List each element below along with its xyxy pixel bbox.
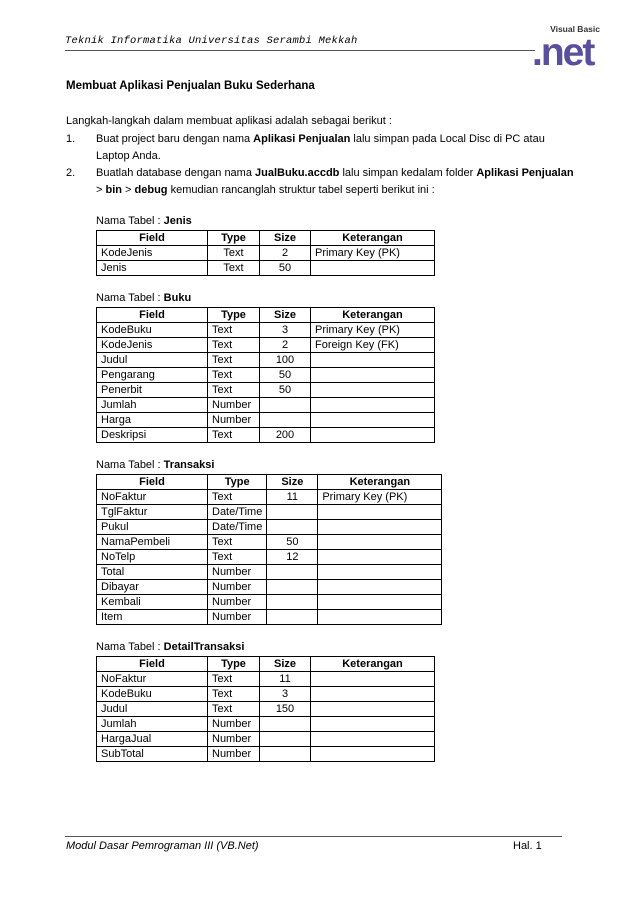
header-divider — [65, 50, 535, 51]
table-cell: Text — [208, 687, 260, 702]
table-cell — [311, 672, 435, 687]
table-row — [97, 672, 435, 687]
table-cell — [318, 505, 442, 520]
table-cell: Text — [208, 261, 260, 276]
step-number: 2. — [66, 167, 76, 179]
footer-page-number: Hal. 1 — [513, 840, 542, 852]
table-cell — [311, 732, 435, 747]
table-row — [97, 550, 442, 565]
table-caption-prefix: Nama Tabel : — [96, 641, 164, 653]
table-cell — [311, 353, 435, 368]
table-cell: Jumlah — [97, 717, 208, 732]
document-body — [66, 78, 576, 762]
table-cell: 12 — [267, 550, 318, 565]
table-cell: Number — [208, 595, 267, 610]
footer-divider — [65, 836, 562, 837]
table-row — [97, 580, 442, 595]
step-text: > — [96, 184, 106, 196]
table-transaksi — [96, 474, 442, 625]
table-cell: 3 — [260, 323, 311, 338]
column-header: Type — [208, 308, 260, 323]
table-cell: Primary Key (PK) — [311, 246, 435, 261]
table-cell — [311, 702, 435, 717]
table-cell: Number — [208, 747, 260, 762]
logo-net-text: .net — [532, 31, 594, 74]
footer-module-title: Modul Dasar Pemrograman III (VB.Net) — [66, 840, 259, 852]
step-bold-text: debug — [134, 184, 168, 196]
table-caption — [96, 639, 576, 656]
table-cell: Harga — [97, 413, 208, 428]
table-row — [97, 732, 435, 747]
column-header: Keterangan — [311, 657, 435, 672]
table-cell — [267, 580, 318, 595]
table-cell: TglFaktur — [97, 505, 208, 520]
table-cell: NamaPembeli — [97, 535, 208, 550]
table-cell: Number — [208, 565, 267, 580]
table-cell: 3 — [260, 687, 311, 702]
table-row — [97, 338, 435, 353]
step-text: lalu simpan kedalam folder — [339, 167, 477, 179]
table-name: Transaksi — [163, 459, 215, 471]
column-header: Field — [97, 475, 208, 490]
column-header: Size — [260, 308, 311, 323]
table-cell — [260, 732, 311, 747]
table-cell: Date/Time — [208, 520, 267, 535]
table-cell: Text — [208, 246, 260, 261]
table-cell — [311, 413, 435, 428]
table-cell: Foreign Key (FK) — [311, 338, 435, 353]
vb-net-logo — [532, 24, 602, 76]
table-cell: Number — [208, 717, 260, 732]
table-name: Buku — [163, 292, 192, 304]
table-cell — [318, 580, 442, 595]
table-header-row — [97, 657, 435, 672]
table-cell: 2 — [260, 338, 311, 353]
table-row — [97, 398, 435, 413]
steps-list — [66, 131, 576, 199]
table-cell: SubTotal — [97, 747, 208, 762]
step-text: lalu simpan pada Local Disc di PC atau Laptop Anda. — [96, 133, 545, 162]
column-header: Keterangan — [311, 308, 435, 323]
table-cell: Date/Time — [208, 505, 267, 520]
table-row — [97, 428, 435, 443]
step-2 — [66, 165, 576, 199]
table-cell — [260, 717, 311, 732]
table-cell: KodeBuku — [97, 323, 208, 338]
tables-section — [96, 213, 576, 762]
table-cell — [267, 565, 318, 580]
table-row — [97, 687, 435, 702]
table-cell: NoFaktur — [97, 490, 208, 505]
table-row — [97, 717, 435, 732]
table-cell: Number — [208, 610, 267, 625]
table-cell: Number — [208, 580, 267, 595]
step-bold-text: Aplikasi Penjualan — [253, 133, 351, 145]
table-row — [97, 246, 435, 261]
table-cell — [267, 505, 318, 520]
table-cell — [267, 520, 318, 535]
table-cell: 50 — [260, 383, 311, 398]
table-cell: Pukul — [97, 520, 208, 535]
table-cell: Primary Key (PK) — [311, 323, 435, 338]
column-header: Type — [208, 657, 260, 672]
table-row — [97, 383, 435, 398]
table-cell: KodeJenis — [97, 246, 208, 261]
table-cell: 50 — [260, 368, 311, 383]
table-caption-prefix: Nama Tabel : — [96, 292, 164, 304]
header-text: Teknik Informatika Universitas Serambi Mekkah — [65, 35, 358, 47]
table-cell: Number — [208, 398, 260, 413]
table-cell: Penerbit — [97, 383, 208, 398]
table-row — [97, 505, 442, 520]
table-cell: KodeBuku — [97, 687, 208, 702]
table-cell: Text — [208, 428, 260, 443]
column-header: Field — [97, 657, 208, 672]
table-cell: Jenis — [97, 261, 208, 276]
table-cell: Pengarang — [97, 368, 208, 383]
table-row — [97, 368, 435, 383]
column-header: Field — [97, 231, 208, 246]
table-row — [97, 565, 442, 580]
column-header: Keterangan — [318, 475, 442, 490]
table-name: Jenis — [163, 215, 192, 227]
table-row — [97, 261, 435, 276]
table-row — [97, 535, 442, 550]
table-caption — [96, 457, 576, 474]
table-cell: Jumlah — [97, 398, 208, 413]
table-row — [97, 520, 442, 535]
table-cell: 2 — [260, 246, 311, 261]
table-cell: 11 — [267, 490, 318, 505]
table-cell: Text — [208, 490, 267, 505]
column-header: Size — [260, 657, 311, 672]
table-header-row — [97, 475, 442, 490]
table-cell: 150 — [260, 702, 311, 717]
table-cell: Text — [208, 368, 260, 383]
table-cell — [311, 368, 435, 383]
table-cell: 11 — [260, 672, 311, 687]
step-text: kemudian rancanglah struktur tabel seperti berikut ini : — [167, 184, 435, 196]
step-1 — [66, 131, 576, 165]
table-cell — [311, 398, 435, 413]
table-caption — [96, 213, 576, 230]
document-title: Membuat Aplikasi Penjualan Buku Sederhana — [66, 80, 315, 92]
table-jenis — [96, 230, 435, 276]
table-cell — [311, 428, 435, 443]
table-cell: 100 — [260, 353, 311, 368]
table-row — [97, 323, 435, 338]
step-text: Buat project baru dengan nama — [96, 133, 254, 145]
table-cell: Text — [208, 383, 260, 398]
table-name: DetailTransaksi — [163, 641, 245, 653]
table-cell — [311, 747, 435, 762]
column-header: Size — [267, 475, 318, 490]
table-detailtransaksi — [96, 656, 435, 762]
table-cell: KodeJenis — [97, 338, 208, 353]
table-header-row — [97, 308, 435, 323]
intro-paragraph: Langkah-langkah dalam membuat aplikasi adalah sebagai berikut : — [66, 115, 392, 127]
table-caption-prefix: Nama Tabel : — [96, 215, 164, 227]
step-bold-text: bin — [105, 184, 122, 196]
step-bold-text: Aplikasi Penjualan — [476, 167, 574, 179]
table-cell: HargaJual — [97, 732, 208, 747]
table-cell — [318, 535, 442, 550]
table-cell — [267, 610, 318, 625]
step-text: Buatlah database dengan nama — [96, 167, 256, 179]
table-cell: Total — [97, 565, 208, 580]
table-cell — [311, 383, 435, 398]
table-row — [97, 610, 442, 625]
table-cell: Judul — [97, 702, 208, 717]
table-cell: Text — [208, 323, 260, 338]
table-caption — [96, 290, 576, 307]
column-header: Type — [208, 475, 267, 490]
table-cell: Text — [208, 535, 267, 550]
table-row — [97, 353, 435, 368]
table-cell — [318, 520, 442, 535]
table-cell: Number — [208, 413, 260, 428]
table-cell — [311, 717, 435, 732]
table-cell — [260, 747, 311, 762]
table-cell: Text — [208, 672, 260, 687]
table-row — [97, 747, 435, 762]
table-cell: NoFaktur — [97, 672, 208, 687]
table-cell — [318, 550, 442, 565]
table-header-row — [97, 231, 435, 246]
table-row — [97, 490, 442, 505]
table-cell: 50 — [260, 261, 311, 276]
table-cell: Deskripsi — [97, 428, 208, 443]
column-header: Field — [97, 308, 208, 323]
step-bold-text: JualBuku.accdb — [255, 167, 340, 179]
logo-visual-basic-text: Visual Basic — [550, 24, 600, 34]
table-cell — [311, 687, 435, 702]
table-cell — [318, 610, 442, 625]
table-cell: Text — [208, 702, 260, 717]
table-cell: Dibayar — [97, 580, 208, 595]
column-header: Size — [260, 231, 311, 246]
table-cell: Kembali — [97, 595, 208, 610]
table-cell: Item — [97, 610, 208, 625]
table-cell — [267, 595, 318, 610]
table-cell — [318, 595, 442, 610]
table-buku — [96, 307, 435, 443]
column-header: Keterangan — [311, 231, 435, 246]
table-cell — [260, 398, 311, 413]
step-number: 1. — [66, 133, 76, 145]
column-header: Type — [208, 231, 260, 246]
tables-host — [96, 213, 576, 762]
table-cell — [260, 413, 311, 428]
step-text: > — [121, 184, 135, 196]
table-cell: Text — [208, 550, 267, 565]
table-caption-prefix: Nama Tabel : — [96, 459, 164, 471]
table-row — [97, 413, 435, 428]
table-cell: 50 — [267, 535, 318, 550]
table-cell: Text — [208, 338, 260, 353]
table-row — [97, 702, 435, 717]
table-cell: NoTelp — [97, 550, 208, 565]
table-cell: Primary Key (PK) — [318, 490, 442, 505]
table-cell: Number — [208, 732, 260, 747]
table-row — [97, 595, 442, 610]
table-cell — [311, 261, 435, 276]
table-cell: 200 — [260, 428, 311, 443]
table-cell: Judul — [97, 353, 208, 368]
table-cell: Text — [208, 353, 260, 368]
table-cell — [318, 565, 442, 580]
